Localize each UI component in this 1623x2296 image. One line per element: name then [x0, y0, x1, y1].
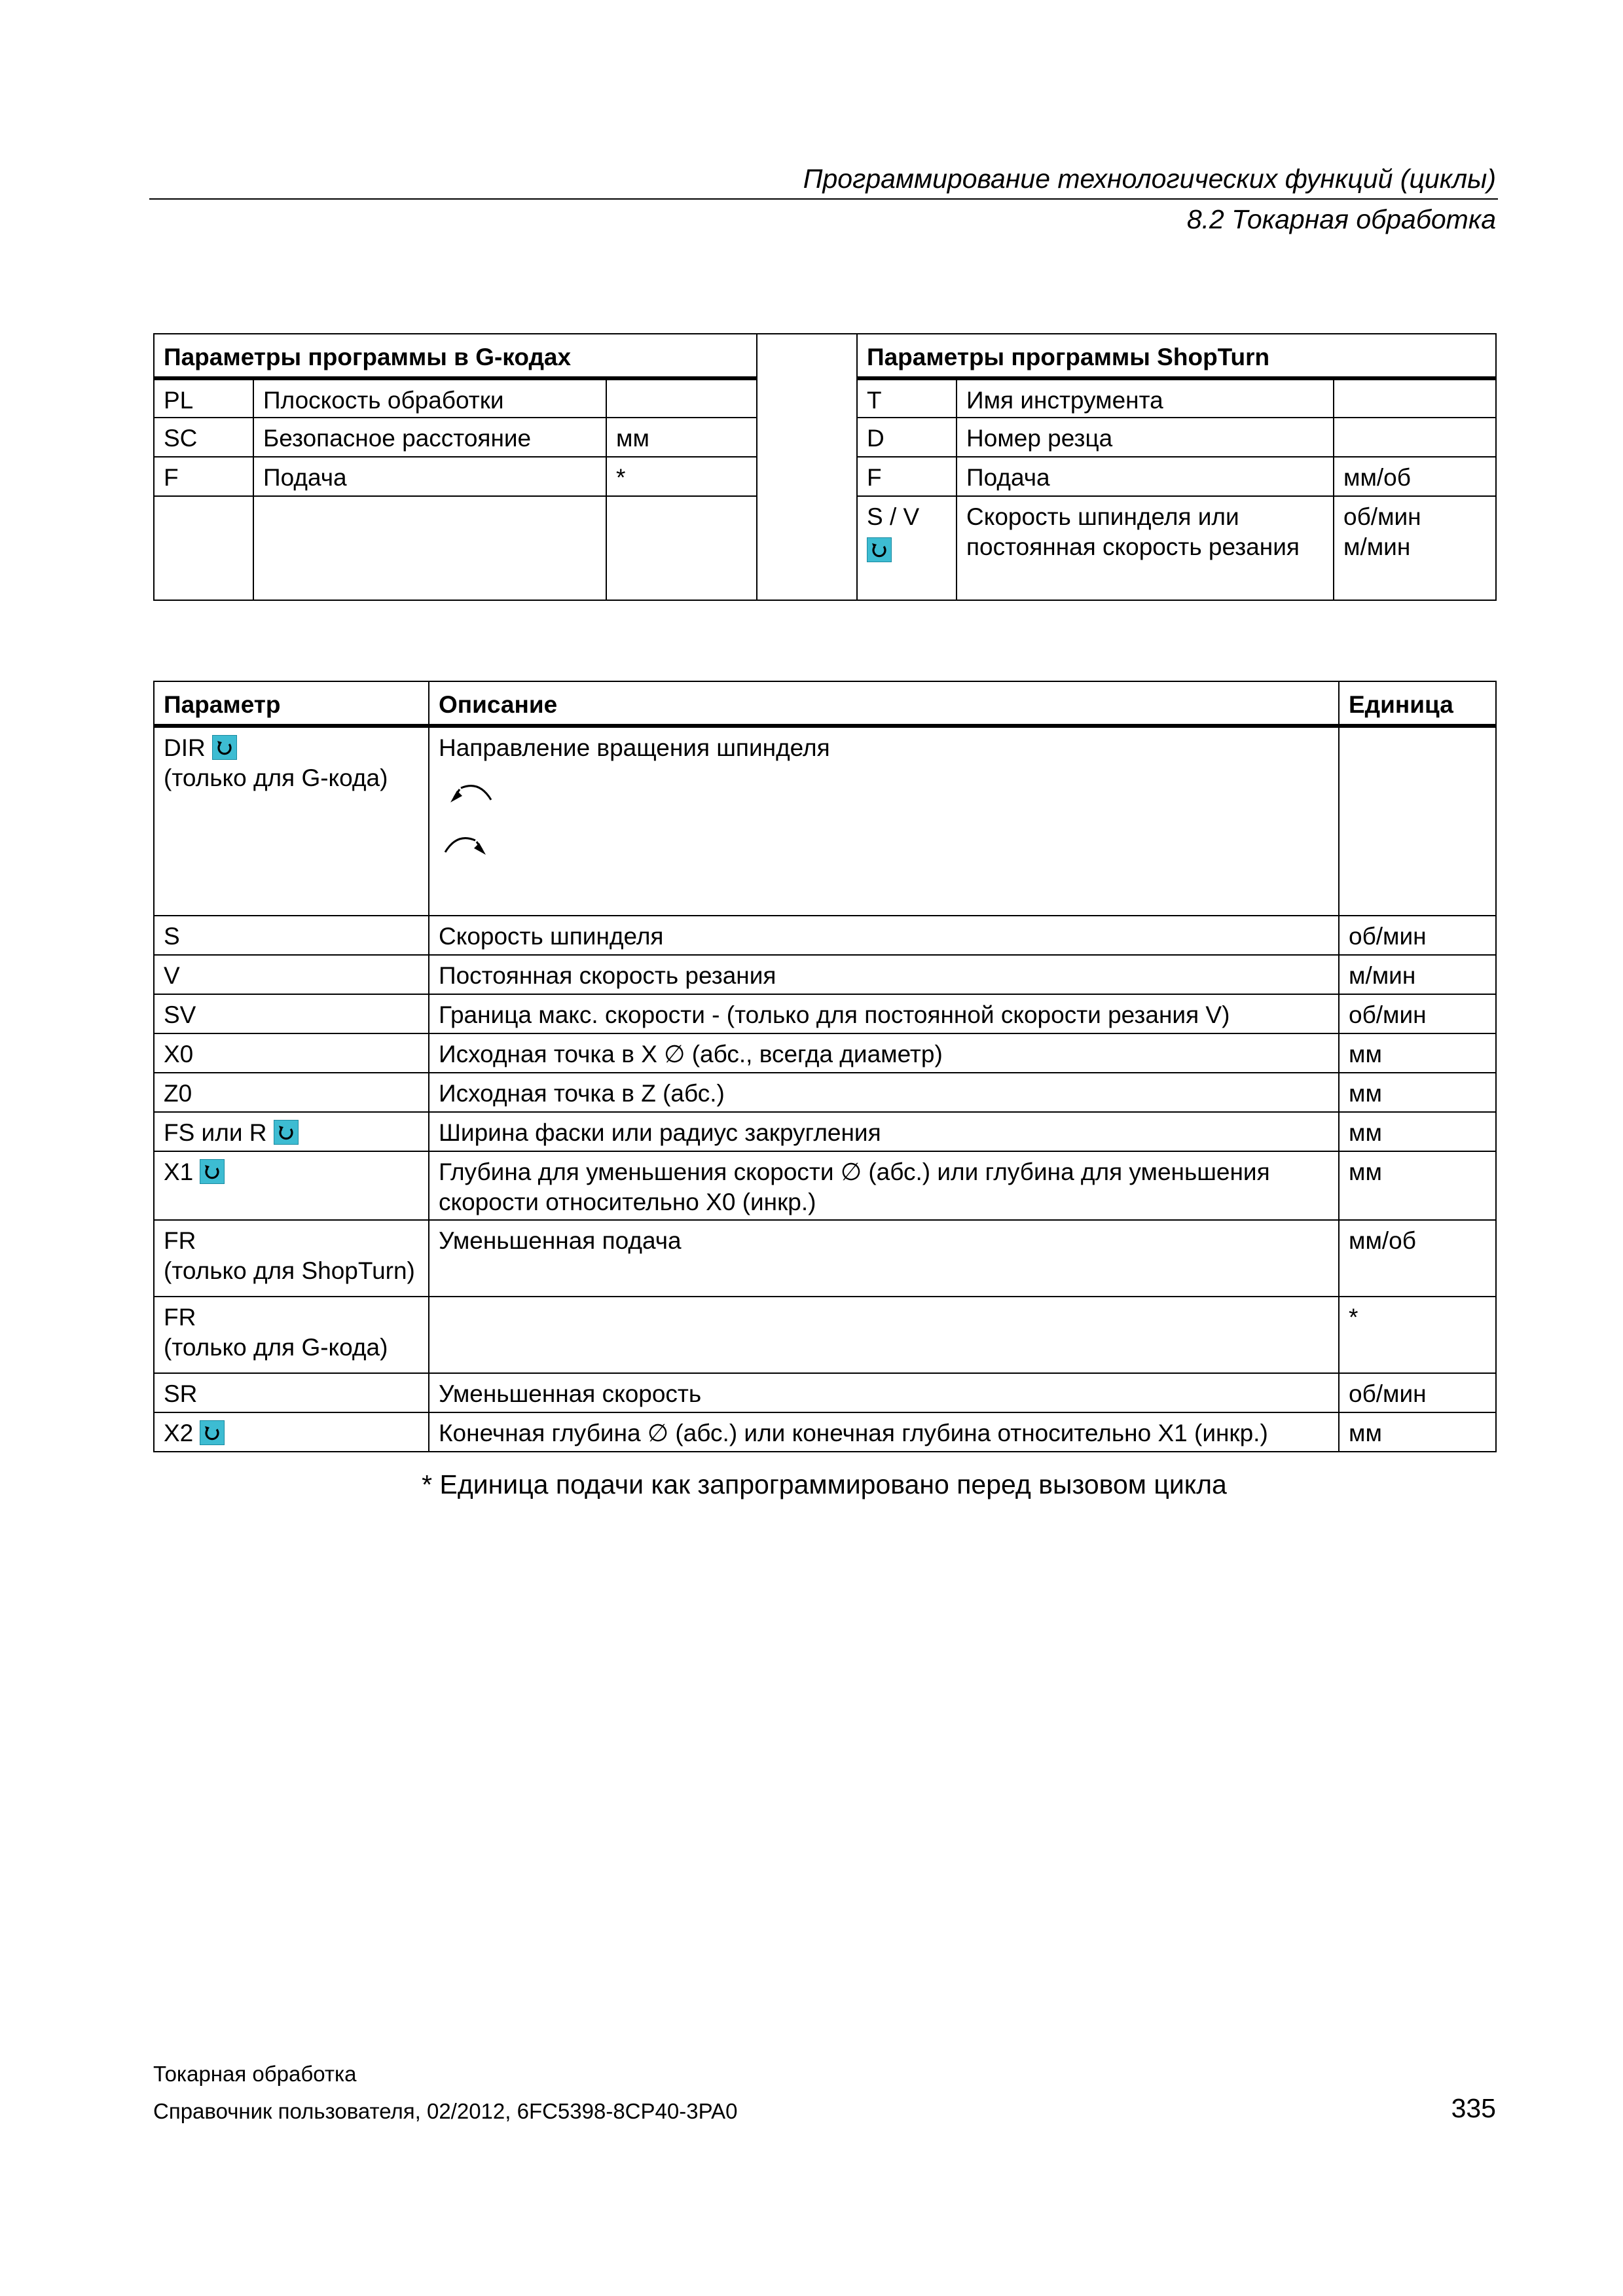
- param-unit: [1339, 726, 1496, 916]
- param-label: FR: [164, 1304, 196, 1331]
- param-unit: мм/об: [1339, 1220, 1496, 1297]
- footer-book-title: Токарная обработка: [153, 2062, 357, 2086]
- cycle-refresh-icon: [212, 735, 237, 760]
- param-label: FR: [164, 1227, 196, 1254]
- param-desc: Конечная глубина ∅ (абс.) или конечная глубина относительно X1 (инкр.): [429, 1412, 1339, 1452]
- spacer-column: [757, 334, 857, 600]
- program-params-table: [153, 333, 1497, 601]
- param-name: T: [857, 378, 957, 418]
- param-name: V: [154, 955, 429, 994]
- param-desc: Подача: [957, 457, 1334, 496]
- param-name: [154, 1297, 429, 1373]
- param-column-header: Параметр: [154, 681, 429, 726]
- table-row: [154, 1373, 1496, 1412]
- param-desc: Постоянная скорость резания: [429, 955, 1339, 994]
- param-name: [154, 1220, 429, 1297]
- cycle-refresh-icon: [200, 1420, 225, 1445]
- shopturn-params-heading: Параметры программы ShopTurn: [857, 334, 1496, 378]
- param-label: S / V: [867, 503, 920, 530]
- unit-line: об/мин: [1343, 503, 1421, 530]
- cycle-refresh-icon: [200, 1159, 225, 1184]
- param-unit: *: [606, 457, 757, 496]
- param-desc: Имя инструмента: [957, 378, 1334, 418]
- param-note: (только для G-кода): [164, 764, 388, 791]
- param-desc: Скорость шпинделя: [429, 916, 1339, 955]
- param-unit: мм/об: [1334, 457, 1496, 496]
- page-number: 335: [1451, 2093, 1496, 2123]
- param-desc: Подача: [253, 457, 606, 496]
- param-unit: об/мин: [1339, 916, 1496, 955]
- table-row: [154, 1073, 1496, 1112]
- header-rule: [149, 198, 1498, 200]
- table-row: [154, 994, 1496, 1033]
- param-label: FS или R: [164, 1119, 267, 1146]
- param-note: (только для ShopTurn): [164, 1257, 415, 1284]
- parameters-table: [153, 681, 1497, 1452]
- param-name: [857, 496, 957, 600]
- table-row: [154, 916, 1496, 955]
- table-row: [154, 1033, 1496, 1073]
- param-name: SV: [154, 994, 429, 1033]
- table-row: [154, 1220, 1496, 1297]
- desc-line: скорости относительно X0 (инкр.): [439, 1189, 816, 1215]
- param-unit: мм: [1339, 1112, 1496, 1151]
- param-unit: *: [1339, 1297, 1496, 1373]
- param-desc: Уменьшенная подача: [429, 1220, 1339, 1297]
- param-desc: [253, 496, 606, 600]
- param-desc: [429, 726, 1339, 916]
- desc-column-header: Описание: [429, 681, 1339, 726]
- desc-line: постоянная скорость резания: [966, 533, 1300, 560]
- param-name: X0: [154, 1033, 429, 1073]
- section-title: 8.2 Токарная обработка: [1186, 204, 1496, 234]
- param-desc: Плоскость обработки: [253, 378, 606, 418]
- param-name: F: [154, 457, 253, 496]
- param-name: [154, 1412, 429, 1452]
- param-name: F: [857, 457, 957, 496]
- param-name: [154, 496, 253, 600]
- table-row: [154, 955, 1496, 994]
- table-row: [154, 726, 1496, 916]
- param-unit: об/мин: [1339, 1373, 1496, 1412]
- param-desc: Исходная точка в Z (абс.): [429, 1073, 1339, 1112]
- param-desc: Номер резца: [957, 418, 1334, 457]
- param-label: X1: [164, 1158, 194, 1185]
- footer-manual-info: Справочник пользователя, 02/2012, 6FC5398-8CP40-3PA0: [153, 2099, 738, 2123]
- param-name: S: [154, 916, 429, 955]
- param-unit: м/мин: [1339, 955, 1496, 994]
- param-name: [154, 726, 429, 916]
- param-name: PL: [154, 378, 253, 418]
- param-name: D: [857, 418, 957, 457]
- param-desc: Уменьшенная скорость: [429, 1373, 1339, 1412]
- table-row: [154, 1297, 1496, 1373]
- param-name: [154, 1112, 429, 1151]
- param-name: Z0: [154, 1073, 429, 1112]
- desc-line: Скорость шпинделя или: [966, 503, 1239, 530]
- param-desc: [957, 496, 1334, 600]
- param-unit: [606, 378, 757, 418]
- table-row: [154, 1151, 1496, 1220]
- param-desc: Исходная точка в X ∅ (абс., всегда диаметр): [429, 1033, 1339, 1073]
- rotate-ccw-icon: [439, 776, 498, 809]
- param-unit: мм: [606, 418, 757, 457]
- param-unit: мм: [1339, 1412, 1496, 1452]
- param-desc: Ширина фаски или радиус закругления: [429, 1112, 1339, 1151]
- table-row: [154, 1112, 1496, 1151]
- param-unit: [606, 496, 757, 600]
- param-desc: Граница макс. скорости - (только для постоянной скорости резания V): [429, 994, 1339, 1033]
- param-unit: мм: [1339, 1151, 1496, 1220]
- param-unit: [1334, 418, 1496, 457]
- param-name: [154, 1151, 429, 1220]
- param-desc: Безопасное расстояние: [253, 418, 606, 457]
- footnote: * Единица подачи как запрограммировано перед вызовом цикла: [422, 1469, 1227, 1499]
- unit-line: м/мин: [1343, 533, 1411, 560]
- table-row: [154, 1412, 1496, 1452]
- desc-text: Направление вращения шпинделя: [439, 734, 830, 761]
- rotate-cw-icon: [439, 829, 498, 861]
- desc-line: Глубина для уменьшения скорости ∅ (абс.) или глубина для уменьшения: [439, 1158, 1270, 1185]
- param-label: DIR: [164, 734, 206, 761]
- param-note: (только для G-кода): [164, 1334, 388, 1361]
- chapter-title: Программирование технологических функций (циклы): [803, 164, 1496, 194]
- param-unit: мм: [1339, 1033, 1496, 1073]
- param-unit: мм: [1339, 1073, 1496, 1112]
- param-unit: об/мин: [1339, 994, 1496, 1033]
- cycle-refresh-icon: [274, 1120, 299, 1145]
- param-name: SR: [154, 1373, 429, 1412]
- gcode-params-heading: Параметры программы в G-кодах: [154, 334, 757, 378]
- param-desc: [429, 1297, 1339, 1373]
- param-label: X2: [164, 1420, 194, 1446]
- cycle-refresh-icon: [867, 537, 892, 562]
- param-name: SC: [154, 418, 253, 457]
- param-unit: [1334, 496, 1496, 600]
- param-desc: [429, 1151, 1339, 1220]
- unit-column-header: Единица: [1339, 681, 1496, 726]
- param-unit: [1334, 378, 1496, 418]
